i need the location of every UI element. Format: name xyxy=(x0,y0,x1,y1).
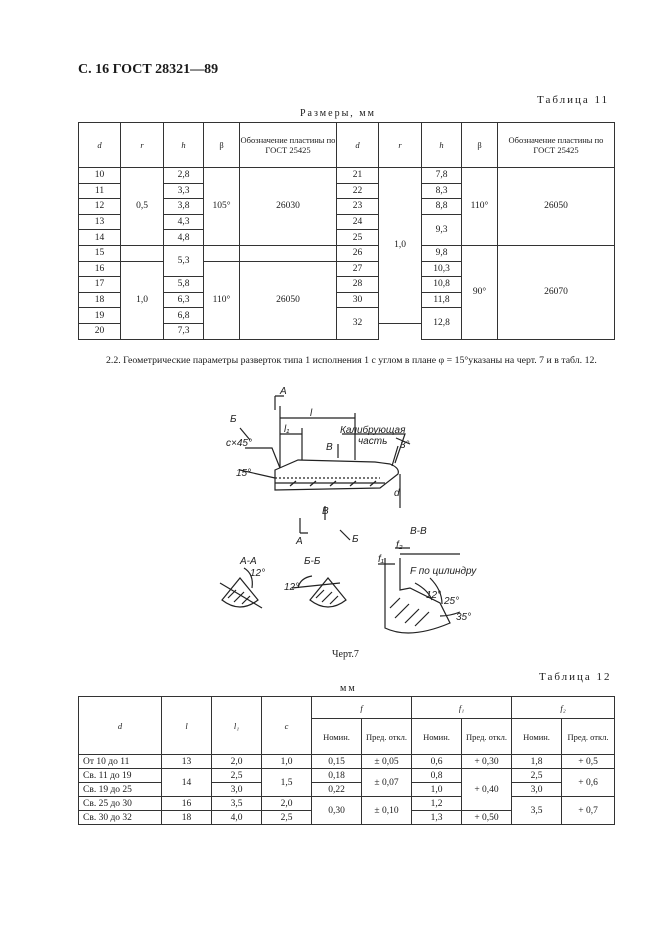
cell: 8,8 xyxy=(422,199,462,215)
drawing-chert7 xyxy=(200,378,500,648)
cell: 14 xyxy=(162,769,212,797)
col-dev: Пред. откл. xyxy=(362,719,412,755)
cell: 3,5 xyxy=(212,797,262,811)
col-f2: f₂ xyxy=(512,697,615,719)
cell: + 0,6 xyxy=(562,769,615,797)
cell: 14 xyxy=(79,230,121,246)
cell: 26030 xyxy=(240,168,337,246)
cell: 26050 xyxy=(240,261,337,339)
label-sec-vv: В-В xyxy=(410,526,427,537)
label-v: В xyxy=(326,442,333,453)
cell: 24 xyxy=(337,214,379,230)
cell: 2,5 xyxy=(212,769,262,783)
cell: 4,3 xyxy=(164,214,204,230)
cell: 1,0 xyxy=(412,783,462,797)
cell: 6,8 xyxy=(164,308,204,324)
cell: 1,5 xyxy=(262,769,312,797)
cell: + 0,40 xyxy=(462,769,512,811)
table-11 xyxy=(78,122,615,340)
cell: 13 xyxy=(162,755,212,769)
cell: 1,0 xyxy=(121,261,164,339)
col-r: r xyxy=(121,123,164,168)
cell: 3,3 xyxy=(164,183,204,199)
cell: 10,3 xyxy=(422,261,462,277)
label-fcyl: F по цилиндру xyxy=(410,566,477,577)
cell: 18 xyxy=(79,292,121,308)
page-header: С. 16 ГОСТ 28321—89 xyxy=(78,62,219,77)
paragraph-2-2: 2.2. Геометрические параметры разверток типа 1 исполнения 1 с углом в плане φ = 15°указаны на черт. 7 и в табл. 12. xyxy=(106,355,597,366)
table11-title: Таблица 11 xyxy=(537,94,610,106)
col-l: l xyxy=(162,697,212,755)
cell xyxy=(240,245,337,261)
cell: 12,8 xyxy=(422,308,462,339)
cell: + 0,30 xyxy=(462,755,512,769)
cell: Св. 19 до 25 xyxy=(79,783,162,797)
cell: 9,8 xyxy=(422,245,462,261)
col-dev: Пред. откл. xyxy=(462,719,512,755)
cell: 32 xyxy=(337,308,379,339)
cell: 2,0 xyxy=(212,755,262,769)
label-25deg: 25° xyxy=(444,596,460,607)
cell: 3,0 xyxy=(512,783,562,797)
cell: 16 xyxy=(79,261,121,277)
col-c: c xyxy=(262,697,312,755)
cell: 17 xyxy=(79,277,121,293)
col-d: d xyxy=(79,123,121,168)
cell: Св. 25 до 30 xyxy=(79,797,162,811)
col-r: r xyxy=(379,123,422,168)
cell: 110° xyxy=(204,261,240,339)
label-l: l xyxy=(310,408,313,419)
cell: + 0,50 xyxy=(462,811,512,825)
cell: 28 xyxy=(337,277,379,293)
cell: 1,3 xyxy=(412,811,462,825)
col-l1: l₁ xyxy=(212,697,262,755)
label-f2: f₂ xyxy=(396,540,403,551)
col-h: h xyxy=(164,123,204,168)
cell: 4,0 xyxy=(212,811,262,825)
label-35deg: 35° xyxy=(456,612,472,623)
cut-a-bottom xyxy=(300,518,308,533)
cell: 110° xyxy=(462,168,498,246)
col-d: d xyxy=(79,697,162,755)
cell: 0,5 xyxy=(121,168,164,246)
cell: 2,8 xyxy=(164,168,204,184)
col-beta: β xyxy=(204,123,240,168)
label-sec-aa: А-А xyxy=(240,556,257,567)
label-sec-bb: Б-Б xyxy=(304,556,321,567)
cell: 2,0 xyxy=(262,797,312,811)
cell: 18 xyxy=(162,811,212,825)
cell: 10,8 xyxy=(422,277,462,293)
label-a2: А xyxy=(296,536,303,547)
cell: 26070 xyxy=(498,245,615,339)
cell: + 0,7 xyxy=(562,797,615,825)
cell: 6,3 xyxy=(164,292,204,308)
figure-caption: Черт.7 xyxy=(332,649,359,660)
cell: 7,8 xyxy=(422,168,462,184)
cell: 105° xyxy=(204,168,240,246)
label-l1: l₁ xyxy=(284,424,290,435)
cell: 0,22 xyxy=(312,783,362,797)
table-12 xyxy=(78,696,615,825)
reamer-body xyxy=(275,460,398,490)
cell: ± 0,10 xyxy=(362,797,412,825)
col-nom: Номин. xyxy=(512,719,562,755)
label-f1: f₁ xyxy=(378,554,384,565)
label-b2: Б xyxy=(352,534,359,545)
col-nom: Номин. xyxy=(412,719,462,755)
cell: 3,8 xyxy=(164,199,204,215)
cell: 5,8 xyxy=(164,277,204,293)
cell: 1,2 xyxy=(412,797,462,811)
label-12deg-v: 12° xyxy=(426,590,442,601)
cell: 2,5 xyxy=(262,811,312,825)
table12-title: Таблица 12 xyxy=(539,671,612,683)
col-nom: Номин. xyxy=(312,719,362,755)
cell: 3,0 xyxy=(212,783,262,797)
cell: 1,0 xyxy=(379,168,422,324)
cell xyxy=(204,245,240,261)
col-f1: f₁ xyxy=(412,697,512,719)
cell: 26050 xyxy=(498,168,615,246)
col-h: h xyxy=(422,123,462,168)
label-3deg: 3° xyxy=(400,440,410,451)
cell: 0,18 xyxy=(312,769,362,783)
cell xyxy=(121,245,164,261)
cell: 23 xyxy=(337,199,379,215)
cell: 13 xyxy=(79,214,121,230)
cell: + 0,5 xyxy=(562,755,615,769)
cell: 10 xyxy=(79,168,121,184)
col-beta: β xyxy=(462,123,498,168)
cell: 4,8 xyxy=(164,230,204,246)
label-chamfer: c×45° xyxy=(226,438,252,449)
cell: Св. 30 до 32 xyxy=(79,811,162,825)
cell: 0,15 xyxy=(312,755,362,769)
section-vv xyxy=(378,548,460,633)
label-12deg-a: 12° xyxy=(250,568,266,579)
label-a: А xyxy=(280,386,287,397)
col-d: d xyxy=(337,123,379,168)
label-calib1: Калибрующая xyxy=(340,425,406,436)
cell: ± 0,05 xyxy=(362,755,412,769)
col-plate: Обозначение пластины по ГОСТ 25425 xyxy=(240,123,337,168)
cell: 30 xyxy=(337,292,379,308)
cell: 26 xyxy=(337,245,379,261)
chamfer-leader xyxy=(245,448,280,468)
cell: 16 xyxy=(162,797,212,811)
cell: ± 0,07 xyxy=(362,769,412,797)
cell: 27 xyxy=(337,261,379,277)
col-plate: Обозначение пластины по ГОСТ 25425 xyxy=(498,123,615,168)
cell: 20 xyxy=(79,323,121,339)
cell: От 10 до 11 xyxy=(79,755,162,769)
table12-units: мм xyxy=(340,683,357,694)
cell: 90° xyxy=(462,245,498,339)
cell: 5,3 xyxy=(164,245,204,276)
cell: 1,8 xyxy=(512,755,562,769)
label-d: d xyxy=(394,488,400,499)
cell: 11 xyxy=(79,183,121,199)
col-f: f xyxy=(312,697,412,719)
cell: 11,8 xyxy=(422,292,462,308)
cell: 0,30 xyxy=(312,797,362,825)
cell: 12 xyxy=(79,199,121,215)
label-calib2: часть xyxy=(358,436,388,447)
cell: 15 xyxy=(79,245,121,261)
cell: 25 xyxy=(337,230,379,246)
cell: 0,8 xyxy=(412,769,462,783)
cell: 22 xyxy=(337,183,379,199)
cell: 7,3 xyxy=(164,323,204,339)
cell: 1,0 xyxy=(262,755,312,769)
section-bb xyxy=(292,576,346,607)
cell: 19 xyxy=(79,308,121,324)
table11-units: Размеры, мм xyxy=(300,108,376,119)
label-v2: В xyxy=(322,506,329,517)
label-15deg: 15° xyxy=(236,468,252,479)
cell: 2,5 xyxy=(512,769,562,783)
cell: 9,3 xyxy=(422,214,462,245)
cell: 0,6 xyxy=(412,755,462,769)
col-dev: Пред. откл. xyxy=(562,719,615,755)
cell: 3,5 xyxy=(512,797,562,825)
cell: 8,3 xyxy=(422,183,462,199)
label-12deg-b: 12° xyxy=(284,582,300,593)
cell: Св. 11 до 19 xyxy=(79,769,162,783)
label-b: Б xyxy=(230,414,237,425)
cell: 21 xyxy=(337,168,379,184)
cut-b-bottom xyxy=(340,530,350,540)
